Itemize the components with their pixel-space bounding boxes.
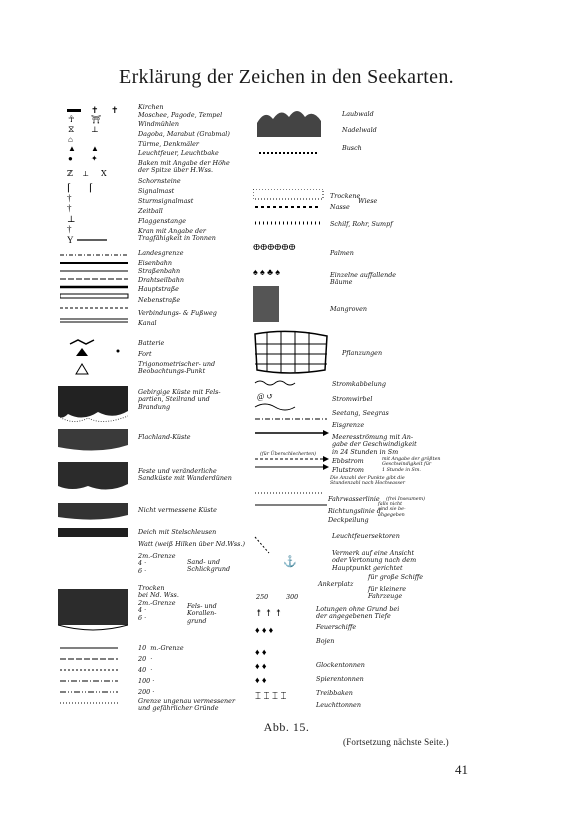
label-tuerme: Türme, Denkmäler <box>138 140 199 148</box>
label-fort: Fort <box>138 350 152 358</box>
line-symbols <box>60 252 130 330</box>
label-grenze-ungenau: Grenze ungenau vermessener und gefährlicher Gründe <box>138 697 235 713</box>
label-gebirgige-kueste: Gebirgige Küste mit Fels- partien, Steilrand und Brandung <box>138 388 221 411</box>
svg-text:●: ● <box>68 154 73 163</box>
label-leuchtfeuersektoren: Leuchtfeuersektoren <box>332 532 400 540</box>
svg-text:⧖: ⧖ <box>68 124 75 134</box>
label-signalmast: Signalmast <box>138 187 175 195</box>
svg-text:⌈: ⌈ <box>67 183 71 194</box>
forest-symbol <box>255 105 325 165</box>
fort-symbol <box>66 338 126 378</box>
svg-text:☥: ☥ <box>68 114 75 124</box>
label-glockentonnen: Glockentonnen <box>316 661 365 669</box>
label-trig-punkt: Trigonometrischer- und Beobachtungs-Punkt <box>138 360 216 376</box>
label-grosse-schiffe: für große Schiffe <box>368 573 424 581</box>
chart-legend <box>60 100 500 720</box>
label-drahtseilbahn: Drahtseilbahn <box>138 276 184 284</box>
label-sturmsignalmast: Sturmsignalmast <box>138 197 194 205</box>
label-10m: 10 m.-Grenze <box>138 644 184 652</box>
buoy-symbols <box>253 647 313 707</box>
label-watt: Watt (weiß Hilken über Nd.Wss.) <box>138 540 245 548</box>
label-flaggenstange: Flaggenstange <box>138 217 187 225</box>
label-kirchen: Kirchen <box>138 103 164 111</box>
svg-text:♠ ♠ ♣ ♠: ♠ ♠ ♣ ♠ <box>253 267 280 277</box>
label-sand-schlick: Sand- und Schlickgrund <box>187 558 231 574</box>
label-wiese: Wiese <box>358 197 378 205</box>
svg-text:⌈: ⌈ <box>89 183 93 194</box>
label-sand-grenze: 2m.-Grenze 4 · 6 · <box>138 552 176 575</box>
label-eisenbahn: Eisenbahn <box>138 259 173 267</box>
label-spierentonnen: Treibbaken <box>316 689 353 697</box>
label-kran: Kran mit Angabe der Tragfähigkeit in Tonnen <box>138 227 216 243</box>
label-100m: 100 · <box>138 677 155 685</box>
label-fels-grenze: Trocken bei Nd. Wss. 2m.-Grenze 4 · 6 · <box>138 584 179 622</box>
plantation-symbol <box>253 330 329 374</box>
page-title: Erklärung der Zeichen in den Seekarten. <box>119 66 454 88</box>
label-40m: 40 · <box>138 666 153 674</box>
figure-caption: Abb. 15. <box>263 720 310 734</box>
label-mangroven: Mangroven <box>330 305 367 313</box>
label-frei: (frei Inseumem) <box>386 497 426 502</box>
label-ueberschlecherten: (für Überschlecherten) <box>260 452 317 457</box>
svg-text:♦ ♦: ♦ ♦ <box>255 661 267 671</box>
label-pflanzungen: Pflanzungen <box>342 349 383 357</box>
lotung-left: 250 <box>256 593 269 601</box>
current-symbols <box>253 379 329 519</box>
label-dagoba: Dagoba, Marabut (Grabmal) <box>138 130 230 138</box>
svg-text:♦ ♦: ♦ ♦ <box>255 647 267 657</box>
label-ebbstrom: Ebbstrom <box>332 457 364 465</box>
svg-text:✦: ✦ <box>91 154 98 163</box>
svg-text:♦ ♦: ♦ ♦ <box>255 675 267 685</box>
svg-text:⌶ ⌶ ⌶ ⌶: ⌶ ⌶ ⌶ ⌶ <box>255 691 287 702</box>
label-baken: Baken mit Angabe der Höhe der Spitze über H.Wss. <box>138 159 230 175</box>
label-falls-nicht: falls nicht sind sie be- angegeben <box>378 502 406 518</box>
reef-symbol <box>58 589 128 635</box>
svg-text:▲: ▲ <box>91 144 99 153</box>
label-batterie: Batterie <box>138 339 165 347</box>
svg-text:✝: ✝ <box>91 105 99 115</box>
label-geschwindigkeit: mit Angabe der größten Geschwindigkeit für 1 Stunde in Sm. <box>382 457 441 473</box>
label-richtungslinie: Richtungslinie d. <box>328 507 383 515</box>
svg-text:⚓: ⚓ <box>283 556 297 568</box>
coast-unsurveyed-symbol <box>58 503 128 523</box>
label-kanal: Kanal <box>138 319 157 327</box>
label-schornsteine: Schornsteine <box>138 177 181 185</box>
label-flachland-kueste: Flachland-Küste <box>138 433 191 441</box>
label-feuerschiffe: Feuerschiffe <box>316 623 357 631</box>
label-stundenzahl: Die Anzahl der Punkte gibt die Stundenzahl nach Hochwasser <box>330 476 406 487</box>
label-landesgrenze: Landesgrenze <box>138 249 184 257</box>
svg-text:†: † <box>67 224 72 234</box>
continued-note: (Fortsetzung nächste Seite.) <box>343 737 449 747</box>
svg-text:⊥: ⊥ <box>91 125 99 134</box>
coast-sand-symbol <box>58 462 128 496</box>
svg-text:†: † <box>67 203 72 213</box>
svg-text:Ⅹ: Ⅹ <box>101 169 107 178</box>
svg-text:@ ↺: @ ↺ <box>257 392 274 401</box>
svg-text:⛩: ⛩ <box>91 115 102 124</box>
mangrove-symbol <box>253 286 283 326</box>
label-flutstrom: Flutstrom <box>332 466 364 474</box>
svg-text:⊥: ⊥ <box>67 214 76 224</box>
label-bojen: Bojen <box>316 637 335 645</box>
label-moschee: Moschee, Pagode, Tempel <box>138 111 223 119</box>
label-zeitball: Zeitball <box>138 207 163 215</box>
label-nebenstrasse: Nebenstraße <box>138 296 181 304</box>
lotung-right: 300 <box>286 593 299 601</box>
label-vermerk: Vermerk auf eine Ansicht oder Vertonung nach dem Hauptpunkt gerichtet <box>332 549 417 572</box>
label-eisgrenze: Eisgrenze <box>332 421 365 429</box>
palm-symbol <box>253 240 323 280</box>
label-nasse: Nasse <box>330 203 350 211</box>
dike-symbol <box>58 528 128 540</box>
label-leuchtfeuer: Leuchtfeuer, Leuchtbake <box>138 149 219 157</box>
label-baeume: Einzelne auffallende Bäume <box>330 271 397 287</box>
label-deckpeilung: Deckpeilung <box>328 516 369 524</box>
depth-lines <box>60 645 120 707</box>
label-nadelwald: Nadelwald <box>342 126 377 134</box>
svg-text:ⴲⴲⴲⴲⴲⴲ: ⴲⴲⴲⴲⴲⴲ <box>253 243 296 252</box>
label-bakentonnen: Spierentonnen <box>316 675 364 683</box>
svg-text:†: † <box>67 193 72 203</box>
meadow-symbol <box>253 189 325 235</box>
label-ankerplatz: Ankerplatz <box>318 580 354 588</box>
label-lotungen: Lotungen ohne Grund bei der angegebenen Tiefe <box>316 605 400 621</box>
label-fahrwasserlinie: Fahrwasserlinie <box>328 495 380 503</box>
label-sandkueste: Feste und veränderliche Sandküste mit Wanderdünen <box>138 467 232 483</box>
label-fels-korallen: Fels- und Korallen- grund <box>187 602 217 625</box>
label-windmuehlen: Windmühlen <box>138 120 179 128</box>
page-number: 41 <box>455 762 468 777</box>
label-schilf: Schilf, Rohr, Sumpf <box>330 220 393 228</box>
label-palmen: Palmen <box>330 249 354 257</box>
svg-text:↟ ↟ ↟: ↟ ↟ ↟ <box>255 608 283 618</box>
label-20m: 20 · <box>138 655 153 663</box>
label-stromwirbel: Stromwirbel <box>332 395 373 403</box>
label-deich: Deich mit Stelschleusen <box>138 528 217 536</box>
coast-flat-symbol <box>58 429 128 455</box>
label-200m: 200 · <box>138 688 155 696</box>
label-hauptstrasse: Hauptstraße <box>138 285 179 293</box>
label-busch: Busch <box>342 144 362 152</box>
label-treibbaken: Leuchttonnen <box>316 701 361 709</box>
svg-text:ℤ: ℤ <box>67 169 73 178</box>
label-fussweg: Verbindungs- & Fußweg <box>138 309 217 317</box>
label-seetang: Seetang, Seegras <box>332 409 389 417</box>
label-kleinere-fahrzeuge: für kleinere Fahrzeuge <box>368 585 407 601</box>
label-trockene: Trockene <box>330 192 361 200</box>
label-laubwald: Laubwald <box>342 110 374 118</box>
label-stromkabbelung: Stromkabbelung <box>332 380 386 388</box>
coast-rocky-symbol <box>58 386 128 424</box>
svg-text:⟂: ⟂ <box>83 169 89 178</box>
beacon-symbol <box>67 168 127 248</box>
svg-text:⌂: ⌂ <box>68 135 73 144</box>
svg-text:▲: ▲ <box>68 144 76 153</box>
label-nicht-vermessen: Nicht vermessene Küste <box>138 506 217 514</box>
label-strassenbahn: Straßenbahn <box>138 267 181 275</box>
church-symbol <box>67 105 127 163</box>
label-meeresstroemung: Meeresströmung mit An- gabe der Geschwindigkeit in 24 Stunden in Sm <box>332 433 417 456</box>
svg-text:✝: ✝ <box>111 105 119 115</box>
svg-text:Y: Y <box>67 235 74 245</box>
svg-text:♦ ♦ ♦: ♦ ♦ ♦ <box>255 625 274 635</box>
